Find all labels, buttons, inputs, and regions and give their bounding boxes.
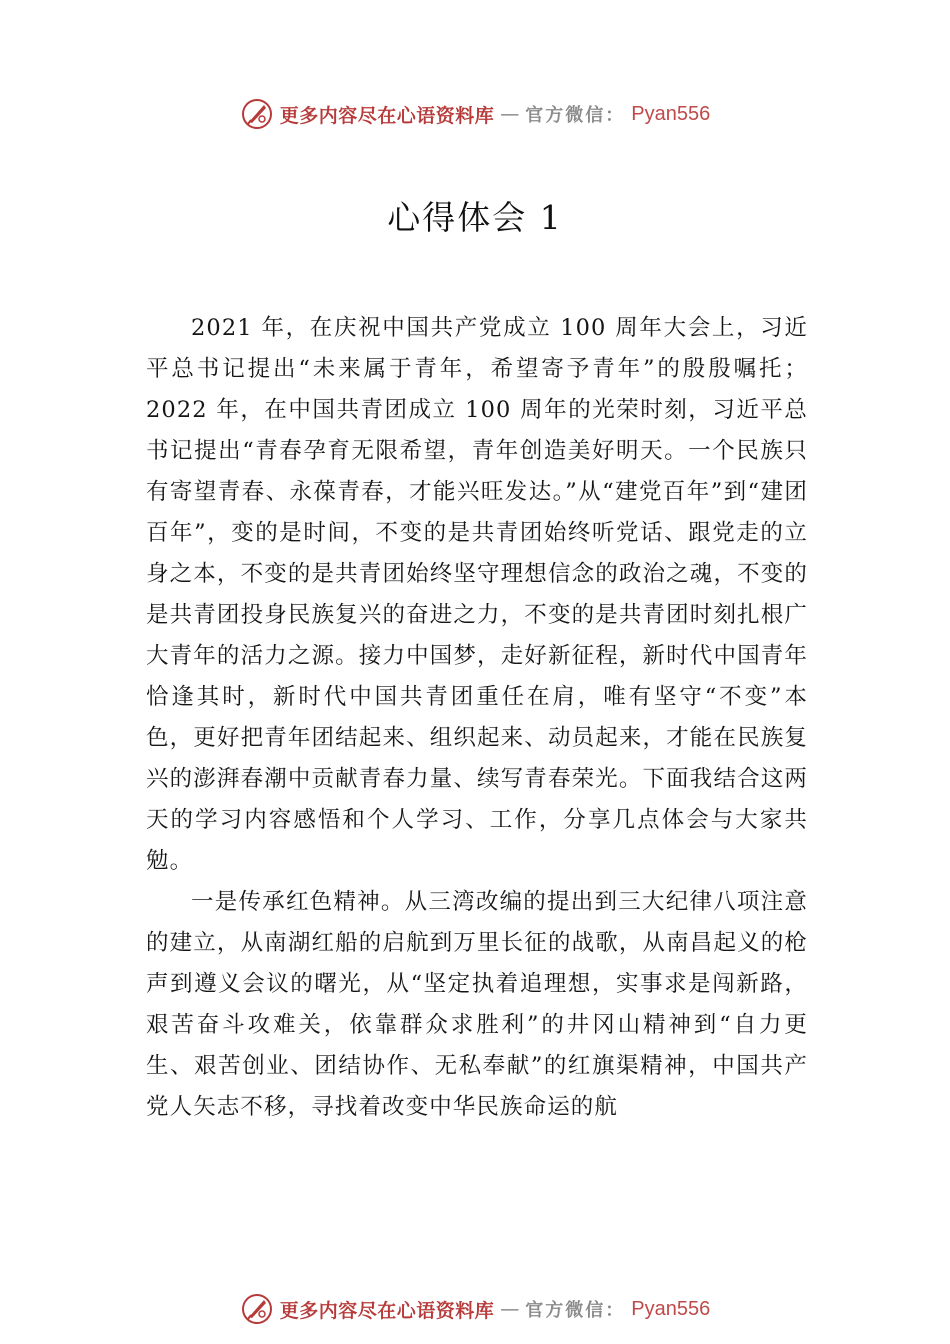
document-body	[146, 308, 808, 1128]
header-banner	[0, 96, 950, 132]
banner-wechat-id: Pyan556	[631, 102, 711, 125]
body-paragraph: 2021 年，在庆祝中国共产党成立 100 周年大会上，习近平总书记提出“未来属于青年，希望寄予青年”的殷殷嘱托；2022 年，在中国共青团成立 100 周年的光荣时刻，习近平总书记提出“青春孕育无限希望，青年创造美好明天。一个民族只有寄望青春、永葆青春，才能兴旺发达。”从“建党百年”到“建团百年”，变的是时间，不变的是共青团始终听党话、跟党走的立身之本，不变的是共青团始终坚守理想信念的政治之魂，不变的是共青团投身民族复兴的奋进之力，不变的是共青团时刻扎根广大青年的活力之源。接力中国梦，走好新征程，新时代中国青年恰逢其时，新时代中国共青团重任在肩，唯有坚守“不变”本色，更好把青年团结起来、组织起来、动员起来，才能在民族复兴的澎湃春潮中贡献青春力量、续写青春荣光。下面我结合这两天的学习内容感悟和个人学习、工作，分享几点体会与大家共勉。	[146, 315, 808, 874]
banner-wechat-id: Pyan556	[631, 1297, 711, 1320]
banner-wechat-label: 官方微信：	[525, 105, 626, 126]
banner-wechat-label: 官方微信：	[525, 1300, 626, 1321]
quill-logo-icon	[240, 97, 274, 131]
banner-main-text: 更多内容尽在心语资料库	[279, 104, 495, 127]
footer-banner	[0, 1291, 950, 1327]
document-title: 心得体会 1	[387, 198, 563, 237]
banner-separator: —	[500, 1298, 520, 1320]
banner-main-text: 更多内容尽在心语资料库	[279, 1299, 495, 1322]
quill-logo-icon	[240, 1292, 274, 1326]
body-paragraph: 一是传承红色精神。从三湾改编的提出到三大纪律八项注意的建立，从南湖红船的启航到万里长征的战歌，从南昌起义的枪声到遵义会议的曙光，从“坚定执着追理想，实事求是闯新路，艰苦奋斗攻难关，依靠群众求胜利”的井冈山精神到“自力更生、艰苦创业、团结协作、无私奉献”的红旗渠精神，中国共产党人矢志不移，寻找着改变中华民族命运的航	[146, 889, 808, 1120]
banner-separator: —	[500, 103, 520, 125]
